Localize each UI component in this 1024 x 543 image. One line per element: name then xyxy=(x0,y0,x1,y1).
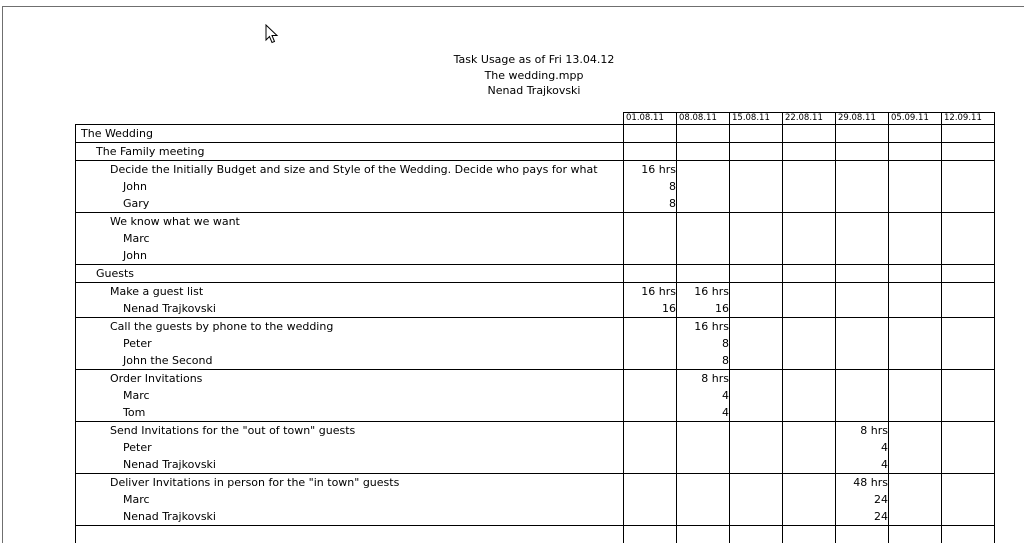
work-cell xyxy=(624,526,677,543)
resource-name: Nenad Trajkovski xyxy=(76,456,624,474)
work-cell xyxy=(730,335,783,352)
task-row xyxy=(76,370,995,388)
work-cell xyxy=(677,508,730,526)
resource-assignment-row xyxy=(76,491,995,508)
work-cell: 24 xyxy=(836,491,889,508)
work-cell xyxy=(624,404,677,422)
task-name: The Family meeting xyxy=(76,143,624,161)
date-column-header: 08.08.11 xyxy=(677,113,730,125)
work-cell xyxy=(889,526,942,543)
work-cell xyxy=(942,422,995,440)
work-cell xyxy=(889,230,942,247)
work-cell xyxy=(889,370,942,388)
header-spacer xyxy=(76,113,624,125)
task-usage-rows xyxy=(76,125,995,543)
work-cell xyxy=(783,474,836,492)
work-cell xyxy=(836,283,889,301)
work-cell xyxy=(889,247,942,265)
task-row xyxy=(76,422,995,440)
work-cell xyxy=(783,125,836,143)
work-cell: 8 hrs xyxy=(677,370,730,388)
resource-assignment-row xyxy=(76,230,995,247)
work-cell xyxy=(730,318,783,336)
work-cell xyxy=(783,456,836,474)
resource-name: Marc xyxy=(76,387,624,404)
work-cell xyxy=(783,195,836,213)
resource-assignment-row xyxy=(76,335,995,352)
work-cell xyxy=(783,387,836,404)
work-cell xyxy=(624,230,677,247)
work-cell xyxy=(942,439,995,456)
work-cell xyxy=(677,195,730,213)
work-cell xyxy=(730,422,783,440)
work-cell xyxy=(889,508,942,526)
work-cell xyxy=(942,283,995,301)
work-cell xyxy=(730,265,783,283)
work-cell xyxy=(677,178,730,195)
work-cell: 4 xyxy=(677,387,730,404)
work-cell xyxy=(889,178,942,195)
work-cell xyxy=(889,387,942,404)
work-cell xyxy=(730,404,783,422)
work-cell xyxy=(889,213,942,231)
work-cell xyxy=(942,195,995,213)
work-cell xyxy=(624,508,677,526)
work-cell xyxy=(783,283,836,301)
work-cell xyxy=(730,143,783,161)
report-file-name: The wedding.mpp xyxy=(484,69,584,82)
work-cell xyxy=(836,195,889,213)
work-cell xyxy=(783,422,836,440)
work-cell xyxy=(836,247,889,265)
work-cell xyxy=(942,300,995,318)
work-cell xyxy=(783,352,836,370)
date-column-header: 29.08.11 xyxy=(836,113,889,125)
resource-name: John xyxy=(76,178,624,195)
resource-assignment-row xyxy=(76,387,995,404)
work-cell xyxy=(942,474,995,492)
work-cell xyxy=(677,456,730,474)
work-cell xyxy=(730,491,783,508)
work-cell xyxy=(942,335,995,352)
work-cell xyxy=(836,370,889,388)
work-cell xyxy=(730,352,783,370)
task-name: Call the guests by phone to the wedding xyxy=(76,318,624,336)
work-cell xyxy=(624,265,677,283)
task-name: Send Invitations for the "out of town" guests xyxy=(76,422,624,440)
work-cell xyxy=(889,422,942,440)
work-cell xyxy=(889,283,942,301)
work-cell xyxy=(624,370,677,388)
work-cell xyxy=(783,318,836,336)
task-row xyxy=(76,125,995,143)
work-cell xyxy=(942,352,995,370)
task-name: Guests xyxy=(76,265,624,283)
work-cell: 8 xyxy=(624,195,677,213)
work-cell xyxy=(783,526,836,543)
date-column-header: 05.09.11 xyxy=(889,113,942,125)
work-cell xyxy=(677,474,730,492)
work-cell xyxy=(624,125,677,143)
work-cell xyxy=(783,404,836,422)
date-column-header: 12.09.11 xyxy=(942,113,995,125)
work-cell xyxy=(730,125,783,143)
work-cell xyxy=(942,508,995,526)
work-cell xyxy=(783,247,836,265)
work-cell: 16 xyxy=(677,300,730,318)
work-cell xyxy=(730,283,783,301)
work-cell: 48 hrs xyxy=(836,474,889,492)
work-cell: 16 hrs xyxy=(624,161,677,179)
work-cell xyxy=(942,526,995,543)
work-cell xyxy=(783,491,836,508)
resource-name: Marc xyxy=(76,491,624,508)
work-cell xyxy=(836,404,889,422)
work-cell xyxy=(942,178,995,195)
work-cell xyxy=(730,178,783,195)
work-cell xyxy=(783,300,836,318)
resource-name: Gary xyxy=(76,195,624,213)
work-cell xyxy=(677,247,730,265)
task-name: The Wedding xyxy=(76,125,624,143)
work-cell xyxy=(730,526,783,543)
work-cell xyxy=(836,526,889,543)
task-row xyxy=(76,143,995,161)
work-cell xyxy=(942,143,995,161)
task-name: We know what we want xyxy=(76,213,624,231)
resource-name: John the Second xyxy=(76,352,624,370)
work-cell xyxy=(624,213,677,231)
resource-assignment-row xyxy=(76,404,995,422)
work-cell xyxy=(730,247,783,265)
work-cell xyxy=(889,335,942,352)
work-cell xyxy=(836,143,889,161)
work-cell xyxy=(730,439,783,456)
work-cell xyxy=(942,387,995,404)
work-cell xyxy=(942,404,995,422)
work-cell xyxy=(677,439,730,456)
work-cell xyxy=(677,491,730,508)
resource-assignment-row xyxy=(76,508,995,526)
task-usage-table xyxy=(75,112,995,543)
resource-assignment-row xyxy=(76,352,995,370)
resource-assignment-row xyxy=(76,247,995,265)
resource-assignment-row xyxy=(76,300,995,318)
task-name: Make a guest list xyxy=(76,283,624,301)
work-cell: 8 xyxy=(677,352,730,370)
task-name: Deliver Invitations in person for the "in town" guests xyxy=(76,474,624,492)
work-cell xyxy=(889,474,942,492)
work-cell xyxy=(836,230,889,247)
work-cell xyxy=(836,300,889,318)
work-cell xyxy=(889,125,942,143)
work-cell xyxy=(624,335,677,352)
report-title: Task Usage as of Fri 13.04.12 xyxy=(453,53,615,66)
work-cell xyxy=(836,213,889,231)
work-cell xyxy=(889,265,942,283)
print-preview-page xyxy=(2,6,1024,543)
work-cell xyxy=(783,370,836,388)
work-cell xyxy=(889,404,942,422)
work-cell: 24 xyxy=(836,508,889,526)
work-cell xyxy=(836,318,889,336)
resource-assignment-row xyxy=(76,195,995,213)
resource-name: Peter xyxy=(76,335,624,352)
work-cell xyxy=(677,125,730,143)
work-cell xyxy=(889,143,942,161)
work-cell xyxy=(730,370,783,388)
work-cell xyxy=(624,474,677,492)
work-cell xyxy=(730,508,783,526)
work-cell xyxy=(730,474,783,492)
work-cell: 16 xyxy=(624,300,677,318)
work-cell xyxy=(730,213,783,231)
work-cell xyxy=(677,265,730,283)
work-cell: 4 xyxy=(836,439,889,456)
resource-name: John xyxy=(76,247,624,265)
work-cell xyxy=(624,422,677,440)
resource-assignment-row xyxy=(76,178,995,195)
work-cell xyxy=(624,439,677,456)
timescale-header xyxy=(76,113,995,125)
task-row xyxy=(76,265,995,283)
work-cell xyxy=(624,318,677,336)
work-cell xyxy=(836,125,889,143)
resource-name: Tom xyxy=(76,404,624,422)
work-cell xyxy=(889,161,942,179)
work-cell xyxy=(889,318,942,336)
work-cell: 8 hrs xyxy=(836,422,889,440)
work-cell xyxy=(942,213,995,231)
resource-name: Peter xyxy=(76,439,624,456)
work-cell xyxy=(730,230,783,247)
work-cell xyxy=(783,230,836,247)
work-cell xyxy=(889,352,942,370)
work-cell xyxy=(624,143,677,161)
work-cell xyxy=(942,318,995,336)
task-name xyxy=(76,526,624,543)
date-column-header: 22.08.11 xyxy=(783,113,836,125)
work-cell xyxy=(836,335,889,352)
work-cell xyxy=(889,491,942,508)
work-cell xyxy=(942,125,995,143)
work-cell xyxy=(783,439,836,456)
work-cell xyxy=(783,213,836,231)
work-cell: 16 hrs xyxy=(677,318,730,336)
work-cell: 4 xyxy=(836,456,889,474)
work-cell xyxy=(624,387,677,404)
work-cell xyxy=(783,143,836,161)
work-cell xyxy=(677,161,730,179)
task-row xyxy=(76,213,995,231)
work-cell xyxy=(783,178,836,195)
work-cell xyxy=(624,491,677,508)
work-cell xyxy=(783,161,836,179)
task-row xyxy=(76,161,995,179)
work-cell xyxy=(942,265,995,283)
task-row xyxy=(76,526,995,543)
work-cell xyxy=(677,422,730,440)
work-cell xyxy=(677,230,730,247)
work-cell xyxy=(836,352,889,370)
work-cell xyxy=(624,352,677,370)
work-cell: 16 hrs xyxy=(677,283,730,301)
work-cell xyxy=(730,456,783,474)
work-cell xyxy=(677,213,730,231)
work-cell xyxy=(942,491,995,508)
date-column-header: 15.08.11 xyxy=(730,113,783,125)
work-cell: 8 xyxy=(677,335,730,352)
work-cell xyxy=(836,161,889,179)
resource-assignment-row xyxy=(76,439,995,456)
resource-assignment-row xyxy=(76,456,995,474)
work-cell xyxy=(783,335,836,352)
work-cell xyxy=(889,456,942,474)
task-row xyxy=(76,283,995,301)
work-cell xyxy=(677,143,730,161)
work-cell xyxy=(836,178,889,195)
work-cell xyxy=(889,300,942,318)
work-cell xyxy=(783,265,836,283)
work-cell: 8 xyxy=(624,178,677,195)
resource-name: Marc xyxy=(76,230,624,247)
task-row xyxy=(76,474,995,492)
work-cell xyxy=(730,161,783,179)
task-name: Decide the Initially Budget and size and Style of the Wedding. Decide who pays for what xyxy=(76,161,624,179)
work-cell xyxy=(730,195,783,213)
work-cell xyxy=(942,370,995,388)
work-cell xyxy=(942,456,995,474)
work-cell xyxy=(836,265,889,283)
mouse-pointer-icon xyxy=(265,24,279,44)
resource-name: Nenad Trajkovski xyxy=(76,508,624,526)
work-cell xyxy=(942,161,995,179)
work-cell xyxy=(889,439,942,456)
work-cell xyxy=(624,456,677,474)
work-cell xyxy=(624,247,677,265)
work-cell xyxy=(730,387,783,404)
work-cell xyxy=(677,526,730,543)
report-author: Nenad Trajkovski xyxy=(487,84,581,97)
date-column-header: 01.08.11 xyxy=(624,113,677,125)
work-cell xyxy=(836,387,889,404)
task-row xyxy=(76,318,995,336)
task-name: Order Invitations xyxy=(76,370,624,388)
resource-name: Nenad Trajkovski xyxy=(76,300,624,318)
work-cell xyxy=(889,195,942,213)
work-cell xyxy=(942,230,995,247)
work-cell: 16 hrs xyxy=(624,283,677,301)
work-cell xyxy=(942,247,995,265)
work-cell: 4 xyxy=(677,404,730,422)
work-cell xyxy=(783,508,836,526)
work-cell xyxy=(730,300,783,318)
